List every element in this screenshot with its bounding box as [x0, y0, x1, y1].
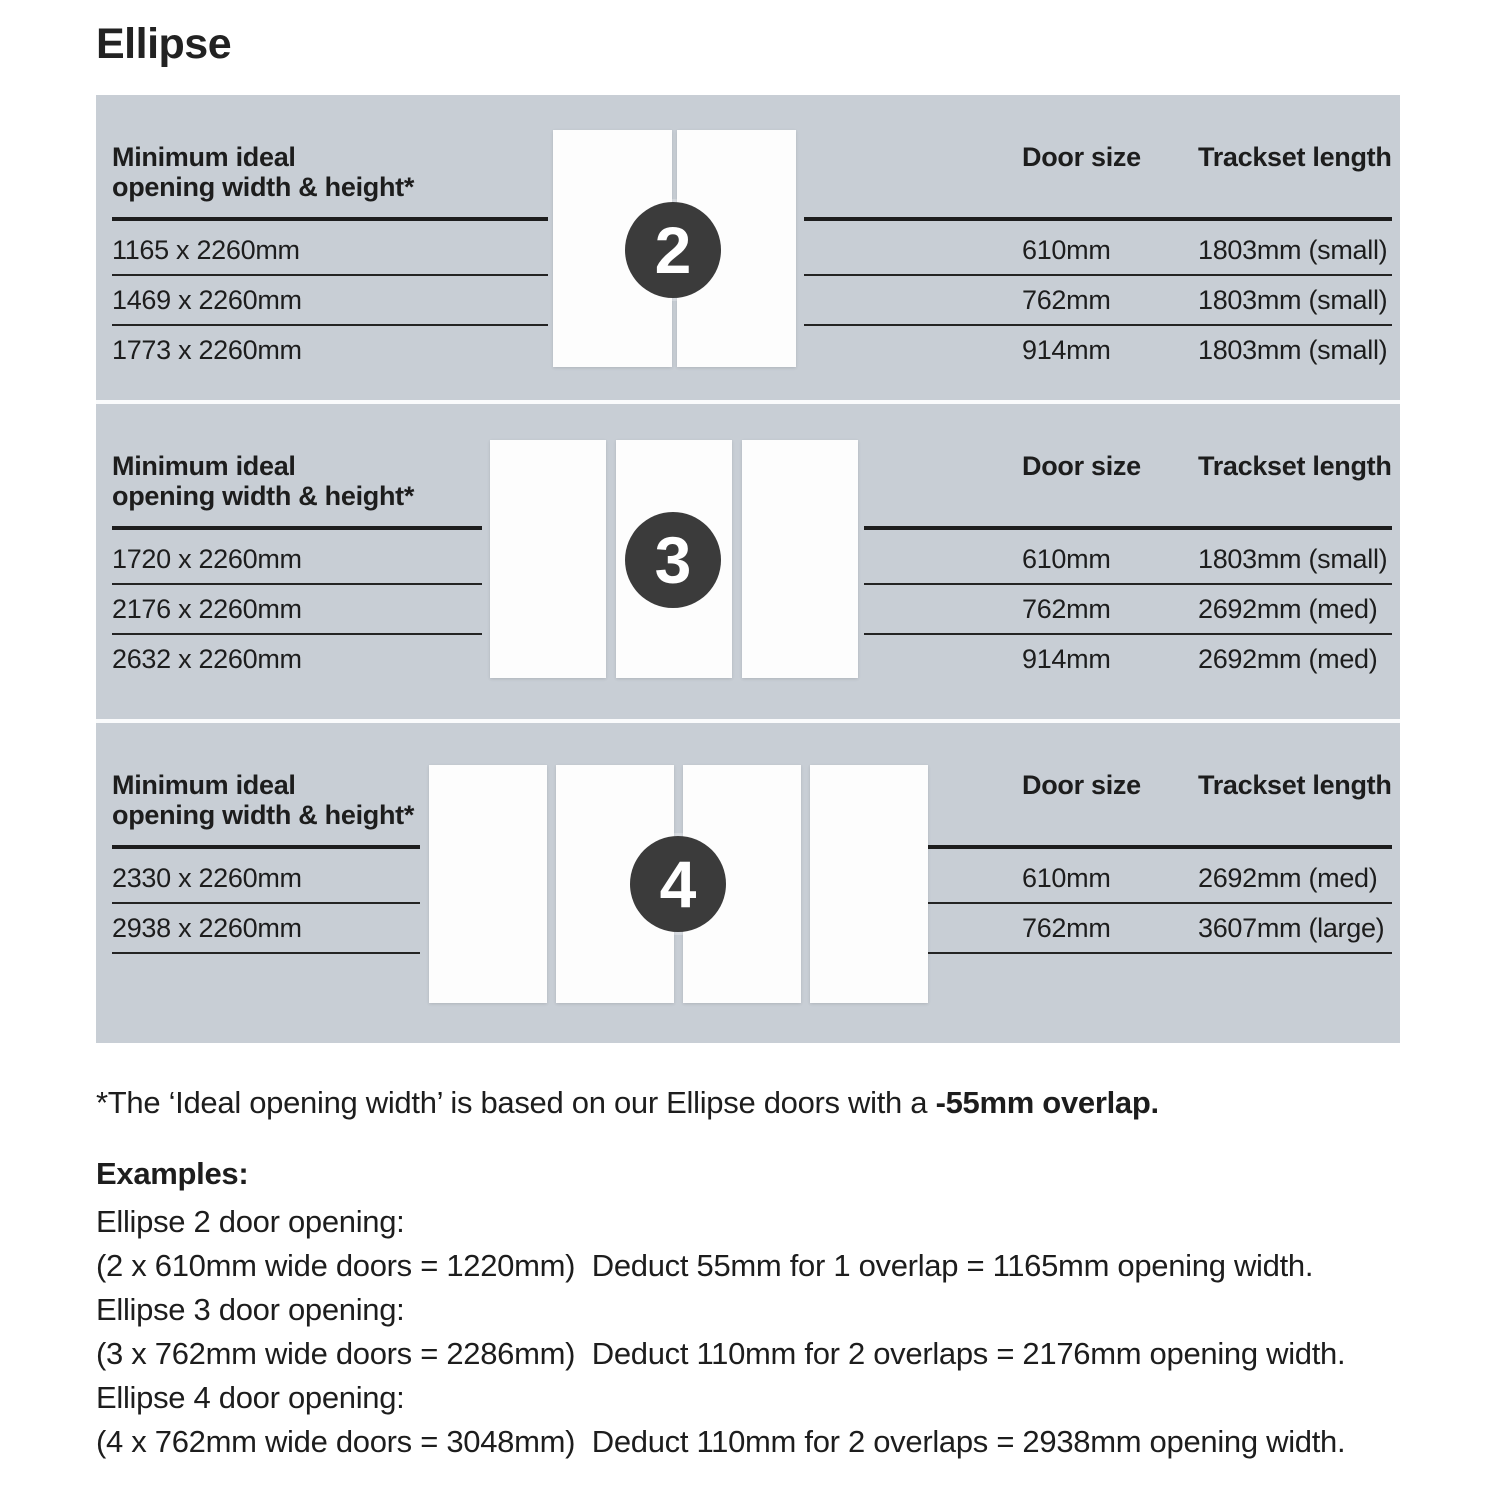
door-panel-illustration — [429, 765, 547, 1003]
opening-rows — [112, 535, 482, 683]
opening-header-line1: Minimum ideal — [112, 770, 296, 800]
footnote — [96, 1085, 1159, 1121]
trackset-value: 1803mm (small) — [1198, 543, 1388, 574]
table-row — [928, 904, 1392, 954]
trackset-value: 2692mm (med) — [1198, 593, 1378, 624]
trackset-column-header: Trackset length — [1198, 142, 1392, 172]
trackset-table-header — [928, 770, 1392, 830]
door-size-value: 610mm — [1022, 543, 1111, 574]
trackset-rows — [804, 226, 1392, 374]
footnote-text: *The ‘Ideal opening width’ is based on our Ellipse doors with a — [96, 1085, 936, 1120]
opening-row: 1773 x 2260mm — [112, 334, 302, 365]
trackset-table — [864, 451, 1392, 683]
door-size-value: 762mm — [1022, 912, 1111, 943]
table-row — [804, 326, 1392, 374]
opening-row: 1720 x 2260mm — [112, 535, 482, 585]
table-row — [804, 276, 1392, 326]
table-row — [804, 226, 1392, 276]
opening-row: 1469 x 2260mm — [112, 276, 548, 326]
footnote-bold: -55mm overlap. — [935, 1085, 1159, 1120]
door-size-value: 914mm — [1022, 643, 1111, 674]
examples-block — [96, 1200, 1345, 1464]
opening-size-table — [112, 770, 420, 954]
trackset-rows — [928, 854, 1392, 954]
door-panel-illustration — [810, 765, 928, 1003]
opening-table-header — [112, 451, 482, 511]
trackset-table-header — [864, 451, 1392, 511]
table-row — [928, 854, 1392, 904]
opening-size-table — [112, 451, 482, 683]
trackset-value: 3607mm (large) — [1198, 912, 1385, 943]
trackset-value: 1803mm (small) — [1198, 334, 1388, 365]
opening-row: 2632 x 2260mm — [112, 643, 302, 674]
trackset-rows — [864, 535, 1392, 683]
trackset-table-header — [804, 142, 1392, 202]
door-size-column-header: Door size — [1022, 770, 1141, 800]
header-rule — [112, 526, 482, 530]
table-row — [864, 535, 1392, 585]
spec-panel — [96, 95, 1400, 1043]
trackset-value: 1803mm (small) — [1198, 284, 1388, 315]
door-count-badge: 2 — [625, 202, 721, 298]
opening-row: 2176 x 2260mm — [112, 585, 482, 635]
opening-table-header — [112, 770, 420, 830]
trackset-value: 2692mm (med) — [1198, 643, 1378, 674]
opening-header-line2: opening width & height* — [112, 481, 415, 511]
example-line: (4 x 762mm wide doors = 3048mm) Deduct 110mm for 2 overlaps = 2938mm opening width. — [96, 1424, 1346, 1459]
door-panel-illustration — [490, 440, 606, 678]
opening-rows — [112, 226, 548, 374]
door-size-value: 610mm — [1022, 234, 1111, 265]
opening-row: 1165 x 2260mm — [112, 226, 548, 276]
header-rule — [112, 845, 420, 849]
door-count-badge: 4 — [630, 836, 726, 932]
door-size-value: 610mm — [1022, 862, 1111, 893]
table-row — [864, 585, 1392, 635]
opening-header-line2: opening width & height* — [112, 800, 415, 830]
opening-rows — [112, 854, 420, 954]
opening-size-table — [112, 142, 548, 374]
door-size-column-header: Door size — [1022, 142, 1141, 172]
header-rule — [804, 217, 1392, 221]
examples-heading: Examples: — [96, 1156, 249, 1191]
header-rule — [112, 217, 548, 221]
door-panel-illustration — [742, 440, 858, 678]
trackset-column-header: Trackset length — [1198, 451, 1392, 481]
door-count-badge: 3 — [625, 512, 721, 608]
door-size-value: 762mm — [1022, 593, 1111, 624]
section-3-door — [96, 404, 1400, 719]
opening-row: 2938 x 2260mm — [112, 904, 420, 954]
example-line: (2 x 610mm wide doors = 1220mm) Deduct 55mm for 1 overlap = 1165mm opening width. — [96, 1248, 1314, 1283]
opening-table-header — [112, 142, 548, 202]
header-rule — [928, 845, 1392, 849]
section-2-door — [96, 95, 1400, 400]
door-size-value: 762mm — [1022, 284, 1111, 315]
header-rule — [864, 526, 1392, 530]
opening-header-line1: Minimum ideal — [112, 451, 296, 481]
trackset-column-header: Trackset length — [1198, 770, 1392, 800]
table-row — [864, 635, 1392, 683]
opening-row: 2330 x 2260mm — [112, 854, 420, 904]
opening-header-line2: opening width & height* — [112, 172, 415, 202]
page-title: Ellipse — [96, 20, 232, 68]
door-size-column-header: Door size — [1022, 451, 1141, 481]
example-line: Ellipse 3 door opening: — [96, 1292, 405, 1327]
trackset-table — [928, 770, 1392, 954]
example-line: Ellipse 2 door opening: — [96, 1204, 405, 1239]
door-size-value: 914mm — [1022, 334, 1111, 365]
trackset-value: 1803mm (small) — [1198, 234, 1388, 265]
example-line: (3 x 762mm wide doors = 2286mm) Deduct 110mm for 2 overlaps = 2176mm opening width. — [96, 1336, 1346, 1371]
trackset-value: 2692mm (med) — [1198, 862, 1378, 893]
opening-header-line1: Minimum ideal — [112, 142, 296, 172]
trackset-table — [804, 142, 1392, 374]
section-4-door — [96, 723, 1400, 1043]
example-line: Ellipse 4 door opening: — [96, 1380, 405, 1415]
